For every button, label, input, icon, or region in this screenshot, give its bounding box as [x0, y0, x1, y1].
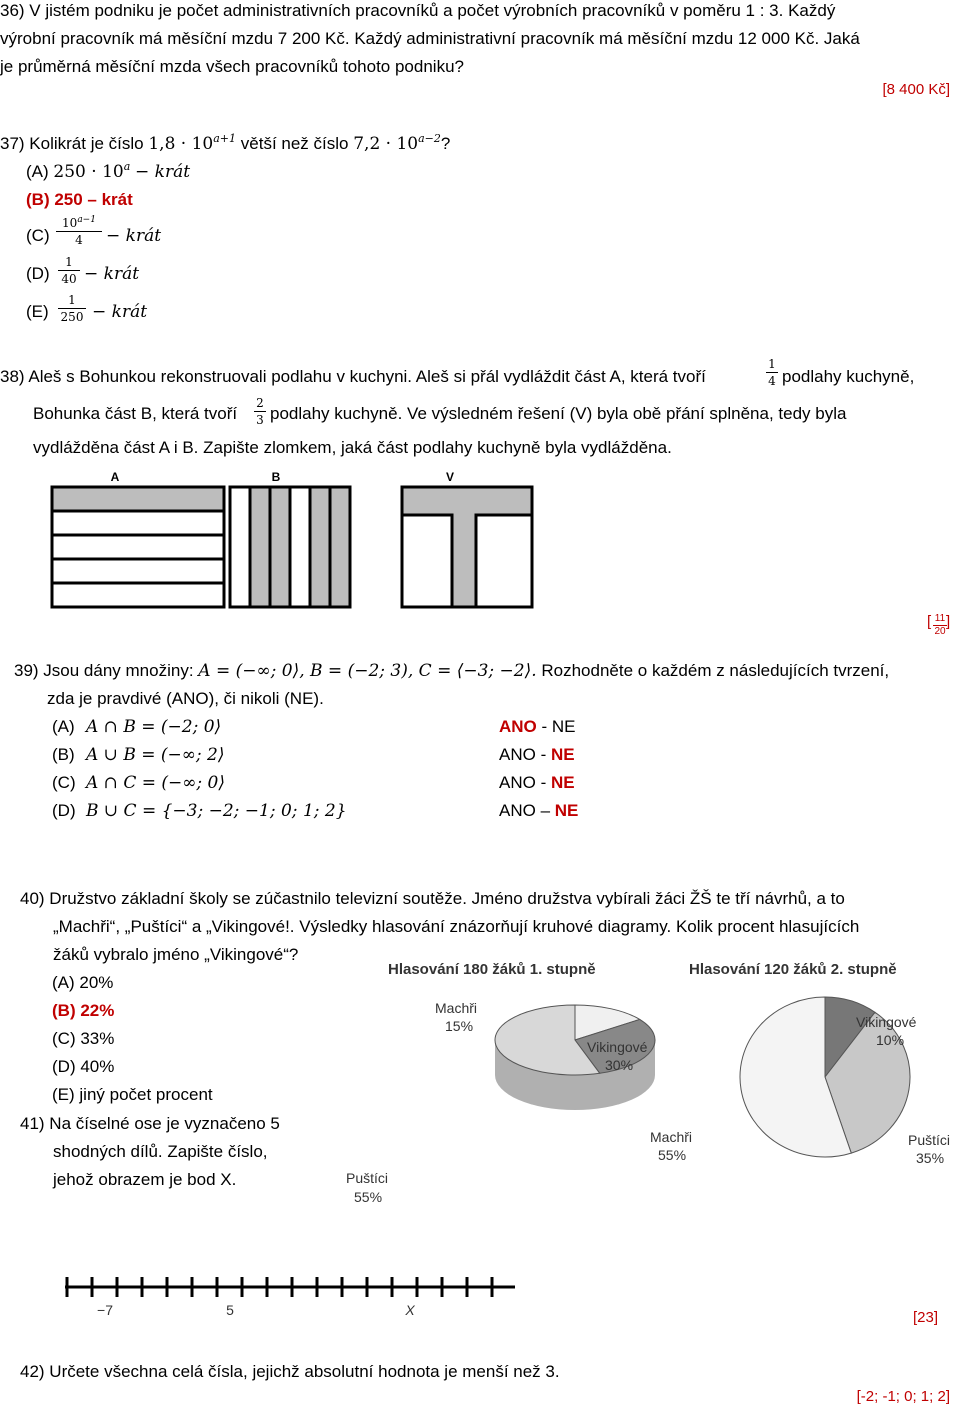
q39-instruction: Rozhodněte o každém z následujících tvrzení,: [541, 661, 890, 680]
q39-item-d-choice: [499, 802, 578, 821]
q41-line-3: jehož obrazem je bod X.: [53, 1170, 237, 1189]
pie2-title: Hlasování 120 žáků 2. stupně: [689, 961, 897, 978]
q37-question: [0, 132, 451, 154]
q39-item-a-expr: A ∩ B = (−2; 0⟩: [86, 717, 222, 737]
q38-fraction-1-den: 4: [768, 374, 776, 388]
q39-item-b-sep: -: [535, 745, 551, 764]
tick-label-minus7: −7: [97, 1302, 113, 1318]
pie2-label-pustici: Puštíci: [908, 1132, 951, 1148]
q39-item-b-label: (B): [52, 745, 75, 764]
q39-item-b-expr: A ∪ B = (−∞; 2⟩: [86, 745, 225, 765]
q39-item-b-choice: [499, 746, 575, 765]
pie1-label-machri: Machři: [435, 1000, 478, 1016]
label-v: V: [445, 470, 455, 484]
q37-option-c-tail: − krát: [106, 226, 162, 246]
q39-item-b-ne: NE: [550, 745, 575, 764]
floor-v: [402, 487, 532, 607]
q39-item-c-label: (C): [52, 773, 76, 792]
q37-exp1: a+1: [213, 132, 237, 145]
q38-fraction-1: [766, 358, 778, 387]
q38-answer-num: 11: [934, 613, 946, 624]
q38-line-2a: Bohunka část B, která tvoří: [33, 404, 238, 423]
q37-prefix: 37) Kolikrát je číslo: [0, 134, 144, 153]
q36-line-1: 36) V jistém podniku je počet administrativních pracovníků a počet výrobních pracovníků v poměru 1 : 3. Každý: [0, 1, 836, 20]
q39-item-a-label: (A): [52, 717, 75, 736]
q39-item-c-choice: [499, 774, 575, 793]
floor-a: [52, 487, 224, 607]
tick-label-x: X: [405, 1302, 415, 1318]
q39-item-c-expr: A ∩ C = (−∞; 0⟩: [86, 773, 226, 793]
q38-fraction-2-den: 3: [256, 413, 264, 427]
q37-option-c-label: (C): [26, 226, 50, 245]
q37-option-a-tail: − krát: [135, 162, 191, 182]
q40-line-1: 40) Družstvo základní školy se zúčastnilo televizní soutěže. Jméno družstva vybírali žáci ŽŠ te tří návrhů, a to: [20, 889, 845, 908]
q36-answer: [8 400 Kč]: [882, 81, 950, 98]
q37-option-e-num: 1: [68, 293, 76, 307]
q42-line-1: 42) Určete všechna celá čísla, jejichž absolutní hodnota je menší než 3.: [20, 1362, 560, 1381]
q39-item-d-expr: B ∪ C = {−3; −2; −1; 0; 1; 2}: [86, 801, 347, 821]
pie2-label-machri: Machři: [650, 1129, 693, 1145]
q41-line-2: shodných dílů. Zapište číslo,: [53, 1142, 268, 1161]
q42-answer: [-2; -1; 0; 1; 2]: [856, 1388, 950, 1405]
pie1-title: Hlasování 180 žáků 1. stupně: [388, 961, 596, 978]
q40-option-d: (D) 40%: [52, 1057, 115, 1076]
q40-line-2: „Machři“, „Puštíci“ a „Vikingové!. Výsledky hlasování znázorňují kruhové diagramy. Kolik procent hlasujících: [53, 917, 860, 936]
q39-item-c-ne: NE: [550, 773, 575, 792]
q37-option-a: [26, 160, 191, 182]
pie1-value-vikingove: 30%: [605, 1057, 634, 1073]
q37-num2: 7,2 · 10: [353, 134, 419, 154]
tick-label-5: 5: [226, 1302, 234, 1318]
q37-option-c-exp: a−1: [77, 215, 96, 225]
pie2-value-machri: 55%: [658, 1147, 687, 1163]
q39-item-c-ano: ANO: [499, 773, 536, 792]
q40-line-3: žáků vybralo jméno „Vikingové“?: [53, 945, 299, 964]
pie1-label-pustici: Puštíci: [346, 1170, 389, 1186]
pie-chart-2: [650, 952, 960, 1177]
q38-fraction-1-num: 1: [768, 357, 776, 371]
q39-line-2: zda je pravdivé (ANO), či nikoli (NE).: [47, 689, 324, 708]
q37-option-d-den: 40: [61, 272, 77, 286]
q39-item-d-ne: NE: [554, 801, 579, 820]
q38-line-3: vydlážděna část A i B. Zapište zlomkem, jaká část podlahy kuchyně byla vydlážděna.: [33, 438, 672, 457]
q38-answer-den: 20: [934, 626, 946, 637]
q39-item-d-label: (D): [52, 801, 76, 820]
q37-option-e-den: 250: [60, 310, 84, 324]
q40-option-a: (A) 20%: [52, 973, 114, 992]
pie2-value-vikingove: 10%: [876, 1032, 905, 1048]
q39-item-a-sep: -: [536, 717, 552, 736]
q38-line-1b: podlahy kuchyně,: [782, 367, 915, 386]
label-b: B: [271, 470, 281, 484]
q37-option-d-tail: − krát: [84, 264, 140, 284]
q37-option-a-exp: a: [123, 160, 131, 173]
q38-line-1a: 38) Aleš s Bohunkou rekonstruovali podlahu v kuchyni. Aleš si přál vydláždit část A, která tvoří: [0, 367, 706, 386]
q39-sets: A = (−∞; 0⟩, B = (−2; 3), C = ⟨−3; −2⟩.: [198, 661, 537, 681]
q37-option-e-tail: − krát: [92, 302, 148, 322]
q39-line-1: [14, 662, 889, 681]
q37-option-d-fraction: [58, 256, 80, 285]
pie1-value-machri: 15%: [445, 1018, 474, 1034]
q37-option-c-fraction: [56, 216, 102, 246]
pie1-label-vikingove: Vikingové: [587, 1039, 648, 1055]
q37-option-e-fraction: [58, 294, 86, 323]
pie2-value-pustici: 35%: [916, 1150, 945, 1166]
q38-answer-close: ]: [946, 613, 951, 630]
q39-item-b-ano: ANO: [499, 745, 536, 764]
q37-option-d-num: 1: [65, 255, 73, 269]
q37-middle: větší než číslo: [240, 134, 349, 153]
q38-answer-open: [: [927, 613, 932, 630]
q40-option-e: (E) jiný počet procent: [52, 1085, 213, 1104]
number-line: [55, 1275, 525, 1325]
q39-item-a-ne: NE: [551, 717, 576, 736]
q36-line-2: výrobní pracovník má měsíční mzdu 7 200 Kč. Každý administrativní pracovník má měsíční mzdu 12 000 Kč. Jaká: [0, 29, 860, 48]
q40-option-b: (B) 22%: [52, 1001, 115, 1020]
q37-option-c-den: 4: [75, 233, 83, 247]
q37-option-b: (B) 250 – krát: [26, 190, 133, 209]
q41-line-1: 41) Na číselné ose je vyznačeno 5: [20, 1114, 280, 1133]
q39-item-d-sep: –: [535, 801, 555, 820]
q37-option-a-num: 250 · 10: [53, 162, 124, 182]
q37-option-c-numerator: [62, 216, 96, 230]
floor-diagrams: [40, 465, 560, 610]
q37-option-c-num: 10: [62, 216, 78, 230]
q37-num1: 1,8 · 10: [148, 134, 214, 154]
q37-suffix: ?: [440, 134, 451, 153]
q37-exp2: a−2: [418, 132, 441, 145]
q38-answer-fraction: [933, 614, 947, 637]
q39-item-d-ano: ANO: [499, 801, 536, 820]
q38-fraction-2-num: 2: [256, 396, 264, 410]
pie-chart-1: [340, 952, 670, 1212]
pie1-value-pustici: 55%: [354, 1189, 383, 1205]
q37-option-e-label: (E): [26, 302, 49, 321]
q39-item-c-sep: -: [535, 773, 551, 792]
q38-fraction-2: [254, 397, 266, 426]
q41-answer: [23]: [912, 1309, 938, 1326]
q37-option-d-label: (D): [26, 264, 50, 283]
pie2-label-vikingove: Vikingové: [856, 1014, 917, 1030]
q39-item-a-ano: ANO: [499, 717, 537, 736]
label-a: A: [110, 470, 120, 484]
floor-b: [230, 487, 350, 607]
q39-item-a-choice: [499, 718, 576, 737]
q38-line-2b: podlahy kuchyně. Ve výsledném řešení (V) byla obě přání splněna, tedy byla: [270, 404, 847, 423]
q39-intro: 39) Jsou dány množiny:: [14, 661, 194, 680]
q37-option-a-label: (A): [26, 162, 49, 181]
q40-option-c: (C) 33%: [52, 1029, 115, 1048]
q36-line-3: je průměrná měsíční mzda všech pracovníků tohoto podniku?: [0, 57, 464, 76]
